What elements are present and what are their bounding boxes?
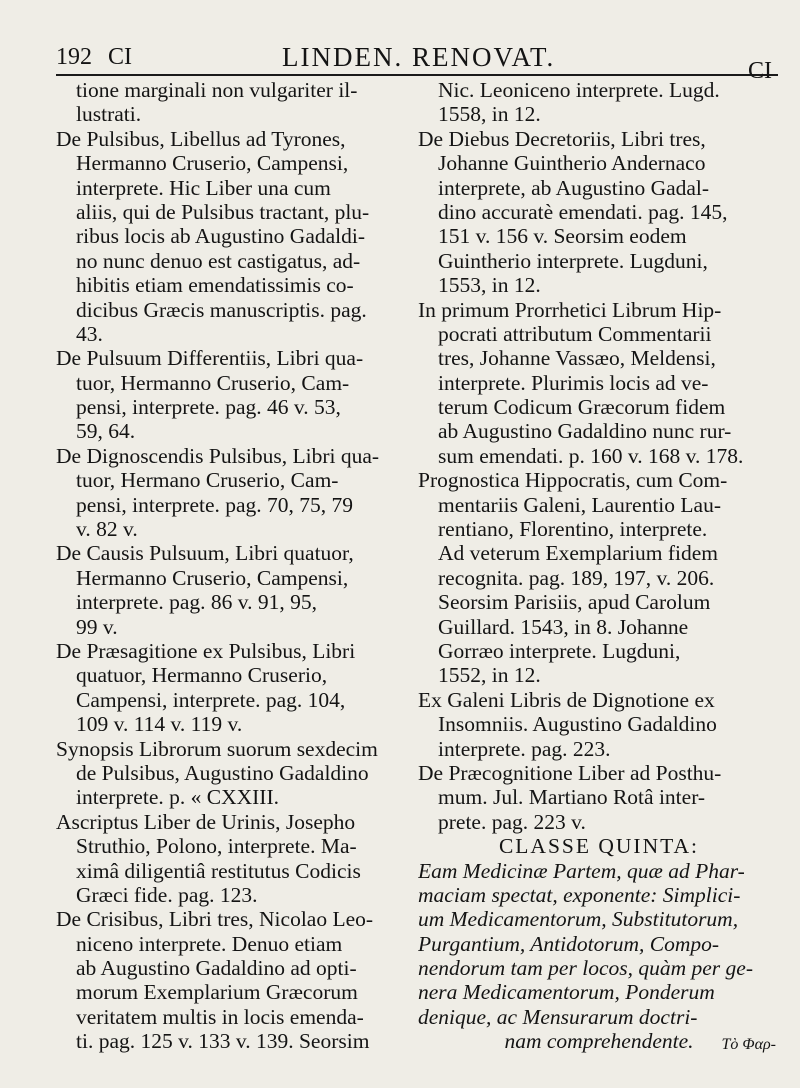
text-line: 1552, in 12.	[438, 663, 541, 688]
text-line: De Dignoscendis Pulsibus, Libri qua-	[56, 443, 380, 468]
text-line: tione marginali non vulgariter il-	[76, 78, 358, 102]
text-line: ab Augustino Gadaldino ad opti-	[76, 956, 357, 981]
text-line: nam comprehendente.	[504, 1029, 694, 1054]
text-line: Ex Galeni Libris de Dignotione ex	[418, 687, 715, 712]
text-line: Hermanno Cruserio, Campensi,	[76, 151, 349, 176]
text-line: mum. Jul. Martiano Rotâ inter-	[438, 785, 706, 810]
text-line: ab Augustino Gadaldino nunc rur-	[438, 419, 732, 444]
text-line: Campensi, interprete. pag. 104,	[76, 687, 346, 712]
text-line: dino accuratè emendati. pag. 145,	[438, 199, 728, 224]
text-line: aliis, qui de Pulsibus tractant, plu-	[76, 199, 370, 224]
text-line: De Pulsuum Differentiis, Libri qua-	[56, 346, 364, 371]
text-line: Prognostica Hippocratis, cum Com-	[418, 468, 728, 493]
text-line: pensi, interprete. pag. 46 v. 53,	[76, 395, 341, 420]
text-line: interprete. Hic Liber una cum	[76, 175, 331, 200]
text-line: interprete. pag. 86 v. 91, 95,	[76, 590, 318, 615]
header-left-letters: CI	[108, 44, 132, 70]
header-right-letters: CI	[748, 58, 772, 84]
text-line: hibitis etiam emendatissimis co-	[76, 273, 354, 298]
page-number: 192	[56, 44, 92, 70]
text-line: Purgantium, Antidotorum, Compo-	[418, 931, 720, 956]
text-line: De Diebus Decretoriis, Libri tres,	[418, 126, 706, 151]
right-column	[418, 78, 780, 1054]
text-line: Guintherio interprete. Lugduni,	[438, 248, 708, 273]
text-line: De Pulsibus, Libellus ad Tyrones,	[56, 126, 346, 151]
text-line: 43.	[76, 321, 103, 346]
text-line: niceno interprete. Denuo etiam	[76, 931, 343, 956]
text-line: 109 v. 114 v. 119 v.	[76, 712, 243, 737]
text-line: Insomniis. Augustino Gadaldino	[438, 712, 717, 737]
text-line: Nic. Leoniceno interprete. Lugd.	[438, 78, 720, 102]
text-line: prete. pag. 223 v.	[438, 809, 586, 834]
text-line: morum Exemplarium Græcorum	[76, 980, 358, 1005]
text-line: interprete. Plurimis locis ad ve-	[438, 370, 709, 395]
text-line: pensi, interprete. pag. 70, 75, 79	[76, 492, 354, 517]
text-line: tuor, Hermanno Cruserio, Cam-	[76, 370, 350, 395]
text-line: tuor, Hermano Cruserio, Cam-	[76, 468, 339, 493]
text-line: denique, ac Mensurarum doctri-	[418, 1004, 698, 1029]
text-line: Græci fide. pag. 123.	[76, 882, 258, 907]
text-line: nendorum tam per locos, quàm per ge-	[418, 956, 753, 981]
text-line: interprete. pag. 223.	[438, 736, 611, 761]
text-line: nera Medicamentorum, Ponderum	[418, 980, 715, 1005]
text-line: interprete, ab Augustino Gadal-	[438, 175, 710, 200]
text-line: De Præsagitione ex Pulsibus, Libri	[56, 638, 356, 663]
text-line: Johanne Guintherio Andernaco	[438, 151, 706, 176]
text-line: De Crisibus, Libri tres, Nicolao Leo-	[56, 907, 374, 932]
text-line: Guillard. 1543, in 8. Johanne	[438, 614, 689, 639]
text-line: um Medicamentorum, Substitutorum,	[418, 907, 739, 932]
text-line: rentiano, Florentino, interprete.	[438, 517, 708, 542]
text-line: maciam spectat, exponente: Simplici-	[418, 882, 741, 907]
running-header	[56, 38, 778, 84]
text-line: Struthio, Polono, interprete. Ma-	[76, 834, 357, 859]
text-line: CLASSE QUINTA:	[498, 834, 700, 859]
text-line: v. 82 v.	[76, 517, 138, 542]
text-line: In primum Prorrhetici Librum Hip-	[418, 297, 722, 322]
text-line: 59, 64.	[76, 419, 136, 444]
text-line: veritatem multis in locis emenda-	[76, 1004, 364, 1029]
text-line: de Pulsibus, Augustino Gadaldino	[76, 760, 369, 785]
text-line: Ascriptus Liber de Urinis, Josepho	[56, 809, 356, 834]
text-line: sum emendati. p. 160 v. 168 v. 178.	[438, 443, 744, 468]
text-line: no nunc denuo est castigatus, ad-	[76, 248, 361, 273]
catchword: Τὸ Φαρ-	[721, 1036, 776, 1053]
text-line: lustrati.	[76, 102, 142, 127]
text-line: tres, Johanne Vassæo, Meldensi,	[438, 346, 716, 371]
text-line: quatuor, Hermanno Cruserio,	[76, 663, 328, 688]
text-line: 151 v. 156 v. Seorsim eodem	[438, 224, 687, 249]
text-line: recognita. pag. 189, 197, v. 206.	[438, 565, 715, 590]
text-line: 99 v.	[76, 614, 118, 639]
text-line: 1553, in 12.	[438, 273, 541, 298]
text-line: Hermanno Cruserio, Campensi,	[76, 565, 349, 590]
text-line: 1558, in 12.	[438, 102, 541, 127]
text-line: mentariis Galeni, Laurentio Lau-	[438, 492, 721, 517]
text-line: De Præcognitione Liber ad Posthu-	[418, 760, 722, 785]
text-line: ximâ diligentiâ restitutus Codicis	[76, 858, 361, 883]
text-line: Seorsim Parisiis, apud Carolum	[438, 590, 711, 615]
text-line: Gorræo interprete. Lugduni,	[438, 638, 681, 663]
text-line: ribus locis ab Augustino Gadaldi-	[76, 224, 366, 249]
text-line: Ad veterum Exemplarium fidem	[438, 541, 719, 566]
left-column	[56, 78, 402, 1054]
text-line: Eam Medicinæ Partem, quæ ad Phar-	[418, 858, 745, 883]
text-line: pocrati attributum Commentarii	[438, 321, 712, 346]
text-line: dicibus Græcis manuscriptis. pag.	[76, 297, 367, 322]
text-line: interprete. p. « CXXIII.	[76, 785, 279, 810]
text-line: terum Codicum Græcorum fidem	[438, 395, 726, 420]
text-line: ti. pag. 125 v. 133 v. 139. Seorsim	[76, 1029, 370, 1054]
text-line: De Causis Pulsuum, Libri quatuor,	[56, 541, 354, 566]
text-line: Synopsis Librorum suorum sexdecim	[56, 736, 378, 761]
running-title: LINDEN. RENOVAT.	[282, 42, 556, 72]
